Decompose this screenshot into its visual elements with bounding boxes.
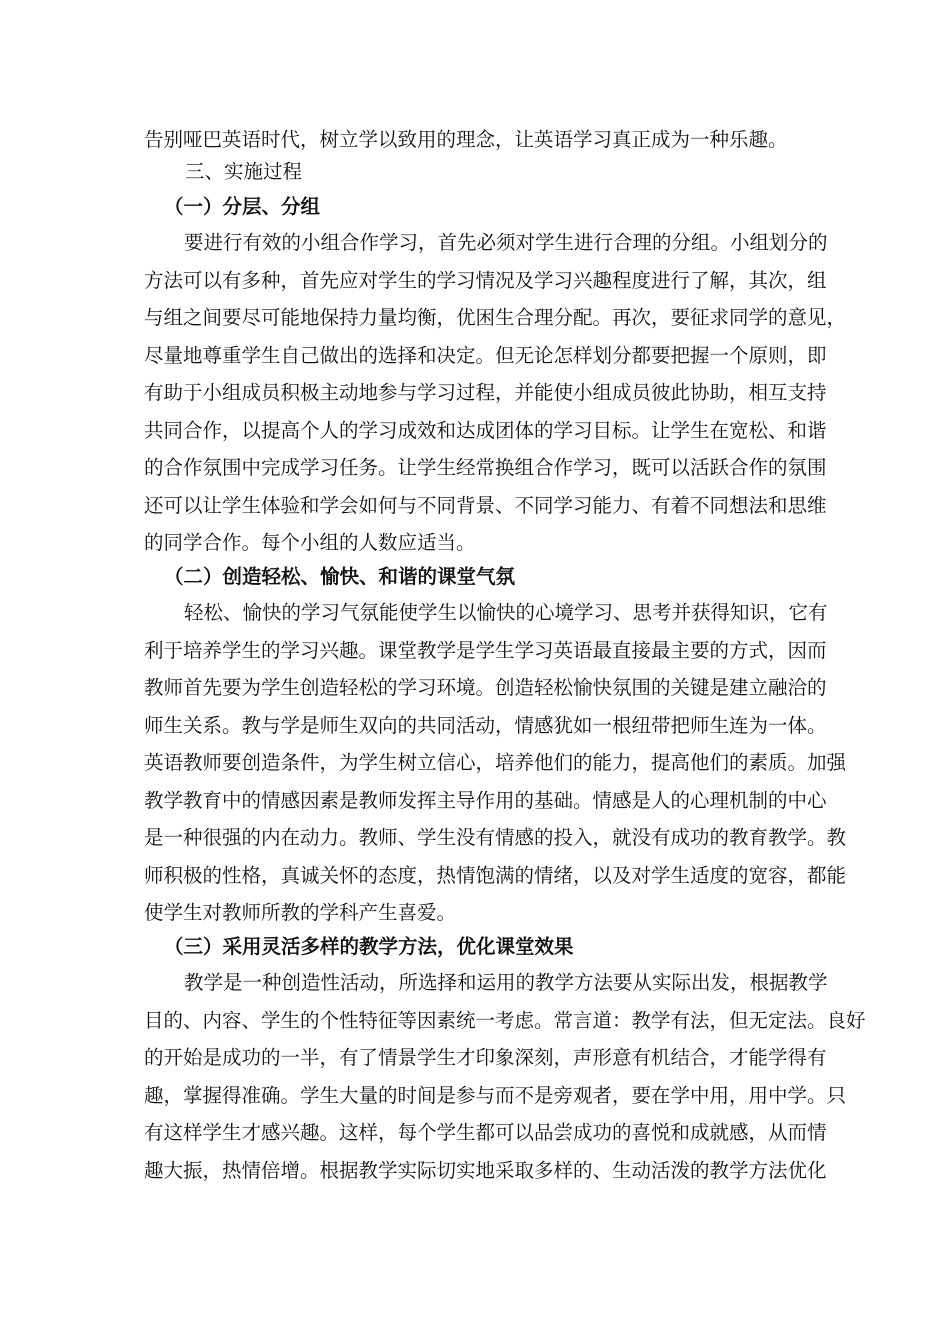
- paragraph-line: 有这样学生才感兴趣。这样，每个学生都可以品尝成功的喜悦和成就感，从而情: [144, 1121, 827, 1144]
- paragraph-line: 有助于小组成员积极主动地参与学习过程，并能使小组成员彼此协助，相互支持: [144, 381, 827, 404]
- paragraph-line: 的开始是成功的一半，有了情景学生才印象深刻，声形意有机结合，才能学得有: [144, 1046, 827, 1069]
- paragraph-line: 方法可以有多种，首先应对学生的学习情况及学习兴趣程度进行了解，其次，组: [144, 269, 827, 292]
- paragraph-line: 与组之间要尽可能地保持力量均衡，优困生合理分配。再次，要征求同学的意见，: [144, 306, 847, 329]
- paragraph-line: 教师首先要为学生创造轻松的学习环境。创造轻松愉快氛围的关键是建立融洽的: [144, 676, 827, 699]
- paragraph-line: 的合作氛围中完成学习任务。让学生经常换组合作学习，既可以活跃合作的氛围: [144, 456, 827, 479]
- paragraph-line: 趣，掌握得准确。学生大量的时间是参与而不是旁观者，要在学中用，用中学。只: [144, 1084, 847, 1107]
- section-heading: 三、实施过程: [185, 160, 303, 183]
- paragraph-line: 利于培养学生的学习兴趣。课堂教学是学生学习英语最直接最主要的方式，因而: [144, 639, 827, 662]
- paragraph-line: 是一种很强的内在动力。教师、学生没有情感的投入，就没有成功的教育教学。教: [144, 826, 847, 849]
- paragraph-line: 轻松、愉快的学习气氛能使学生以愉快的心境学习、思考并获得知识，它有: [184, 601, 828, 624]
- paragraph-line: 告别哑巴英语时代，树立学以致用的理念，让英语学习真正成为一种乐趣。: [144, 128, 788, 151]
- paragraph-line: 英语教师要创造条件，为学生树立信心，培养他们的能力，提高他们的素质。加强: [144, 751, 847, 774]
- paragraph-line: 尽量地尊重学生自己做出的选择和决定。但无论怎样划分都要把握一个原则，即: [144, 344, 827, 367]
- paragraph-line: 目的、内容、学生的个性特征等因素统一考虑。常言道：教学有法，但无定法。良好: [144, 1009, 866, 1032]
- paragraph-line: 还可以让学生体验和学会如何与不同背景、不同学习能力、有着不同想法和思维: [144, 494, 827, 517]
- paragraph-line: 教学是一种创造性活动，所选择和运用的教学方法要从实际出发，根据教学: [184, 971, 828, 994]
- paragraph-line: 师生关系。教与学是师生双向的共同活动，情感犹如一根纽带把师生连为一体。: [144, 714, 827, 737]
- paragraph-line: 要进行有效的小组合作学习，首先必须对学生进行合理的分组。小组划分的: [184, 231, 828, 254]
- paragraph-line: 教学教育中的情感因素是教师发挥主导作用的基础。情感是人的心理机制的中心: [144, 789, 827, 812]
- paragraph-line: 使学生对教师所教的学科产生喜爱。: [144, 901, 457, 924]
- paragraph-line: 的同学合作。每个小组的人数应适当。: [144, 531, 476, 554]
- paragraph-line: 趣大振，热情倍增。根据教学实际切实地采取多样的、生动活泼的教学方法优化: [144, 1159, 827, 1182]
- subsection-heading: （一）分层、分组: [164, 195, 321, 218]
- subsection-heading: （三）采用灵活多样的教学方法，优化课堂效果: [164, 935, 574, 958]
- paragraph-line: 师积极的性格，真诚关怀的态度，热情饱满的情绪，以及对学生适度的宽容，都能: [144, 864, 847, 887]
- paragraph-line: 共同合作，以提高个人的学习成效和达成团体的学习目标。让学生在宽松、和谐: [144, 419, 827, 442]
- subsection-heading: （二）创造轻松、愉快、和谐的课堂气氛: [164, 565, 516, 588]
